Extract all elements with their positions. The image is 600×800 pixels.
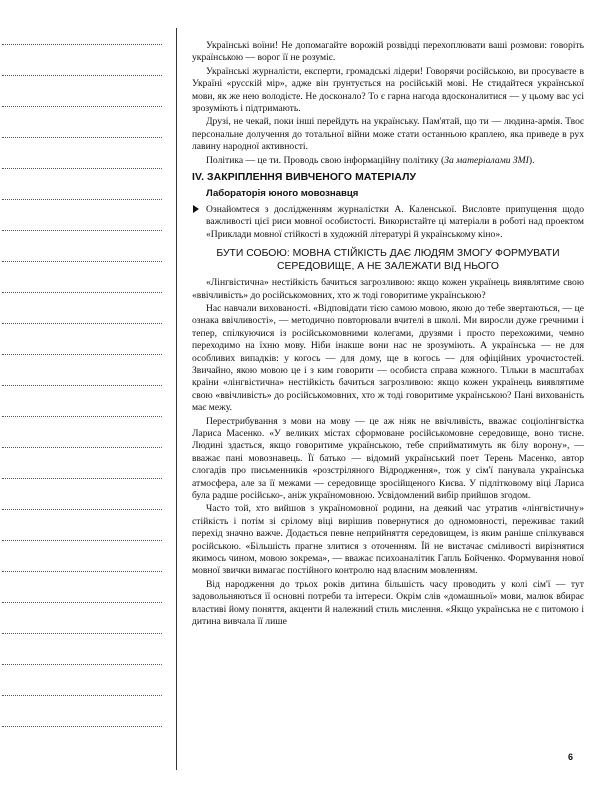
note-line <box>2 540 162 541</box>
article-paragraph: Часто той, хто вийшов з україномовної родини, на деякий час утратив «лінгвістичну» стійкість і потім зі срілому віці вирішив повернутися до одномовності, переживає такий перехід значно важче. Додається певне неприйняття середовищем, із яким раніше спілкувався російською. «Більшість прагне злитися з оточенням. Їй не вистачає сміливості вирізнятися якимось чином, мовою зокрема», — вважає психоаналітик Гапль Бойченко. Формування нової мовної звички вимагає постійного контролю над власним мовленням. <box>192 503 584 577</box>
article-paragraph: Перестрибування з мови на мову — це аж ніяк не ввічливість, вважає соціолінгвістка Лариса Масенко. «У великих містах сформоване російськомовне середовище, воно тисне. Людині здається, якщо говоритиме українською, тебе сприйматимуть як білу ворону», — вважає пані мовознавець. Її батько — відомий український поет Терень Масенко, автор слогадів про письменників «розстріляного Відродження», тож у сім'ї панувала українська атмосфера, але за її межами — середовище зросійщеного Києва. У підлітковому віці Лариса була радше російсько-, аніж україномовною. Усвідомлений вибір прийшов згодом. <box>192 415 584 501</box>
article-title-line: БУТИ СОБОЮ: МОВНА СТІЙКІСТЬ ДАЄ ЛЮДЯМ ЗМОГУ ФОРМУВАТИ <box>216 248 560 260</box>
note-line <box>2 323 162 324</box>
task-item <box>192 204 584 241</box>
source-citation: За матеріалами ЗМІ <box>444 154 529 166</box>
page-content <box>192 40 584 629</box>
article-paragraph: Нас навчали вихованості. «Відповідати тією самою мовою, якою до тебе звертаються, — це ознака ввічливості», — методично повторювали вчителі в школі. Ми виросли дуже гречними і тепер, спілкуючися із російськомовними колегами, друзями і просто перехожими, чемно переходимо на їхню мову. Ніби інакше вони нас не зрозуміють. А українська — не для особливих випадків: у когось — для дому, ще в когось — для офіційних урочистостей. Звичайно, якою мовою це і з ким говорити — особиста справа кожного. Тільки в масштабах країни «лінгвістична» нестійкість бачиться загрозливою: якщо кожен українець виявлятиме свою «ввічливість» до російськомовних, хто ж тоді говоритиме українською? Пані вихованість має межу. <box>192 302 584 414</box>
notes-margin <box>0 0 165 800</box>
page-number: 6 <box>568 752 574 762</box>
note-line <box>2 199 162 200</box>
intro-paragraph: Українські журналісти, експерти, громадські лідери! Говорячи російською, ви просуваєте в Україні «русскій мір», адже він ґрунтується на російській мові. Не стидайтеся української мови, як же нею володієте. Не досконало? То є гарна нагода вдосконалитися — у цьому вас усі зрозуміють і підтримають. <box>192 65 584 115</box>
note-line <box>2 385 162 386</box>
article-paragraph: «Лінгвістична» нестійкість бачиться загрозливою: якщо кожен українець виявлятиме свою «ввічливість» до російськомовних, хто ж тоді говоритиме українською? <box>192 277 584 301</box>
note-line <box>2 695 162 696</box>
politics-close: ). <box>528 154 535 166</box>
note-line <box>2 106 162 107</box>
note-line <box>2 478 162 479</box>
note-line <box>2 292 162 293</box>
note-line <box>2 354 162 355</box>
note-line <box>2 137 162 138</box>
note-line <box>2 230 162 231</box>
note-line <box>2 726 162 727</box>
note-line <box>2 633 162 634</box>
lab-title: Лабораторія юного мовознавця <box>206 188 359 200</box>
task-arrow-icon <box>193 205 199 213</box>
article-title <box>192 247 584 273</box>
note-line <box>2 75 162 76</box>
note-line <box>2 571 162 572</box>
note-line <box>2 261 162 262</box>
note-line <box>2 44 162 45</box>
task-text: Ознайомтеся з дослідженням журналістки А. Каленської. Висловте припущення щодо важливості цієї риси мовної особистості. Використайте ці матеріали в роботі над проектом «Приклади мовної стійкості в художній літературі й українському кіно». <box>206 203 584 240</box>
note-line <box>2 416 162 417</box>
note-line <box>2 602 162 603</box>
article-title-line: СЕРЕДОВИЩЕ, А НЕ ЗАЛЕЖАТИ ВІД НЬОГО <box>276 261 500 273</box>
note-line <box>2 168 162 169</box>
section-heading: IV. ЗАКРІПЛЕННЯ ВИВЧЕНОГО МАТЕРІАЛУ <box>192 172 417 184</box>
note-line <box>2 447 162 448</box>
note-line <box>2 509 162 510</box>
politics-line <box>192 155 584 167</box>
intro-paragraph: Українські воїни! Не допомагайте ворожій розвідці перехоплювати ваші розмови: говоріть українською — ворог її не розуміє. <box>192 40 584 64</box>
politics-text: Політика — це ти. Проводь свою інформаційну політику ( <box>206 154 445 166</box>
intro-paragraph: Друзі, не чекай, поки інші перейдуть на українську. Пам'ятай, що ти — людина-армія. Твоє персональне долучення до тотальної війни може стати останньою краплею, яка приведе в рух лавину народної активності. <box>192 116 584 153</box>
margin-divider <box>176 28 177 770</box>
article-paragraph: Від народження до трьох років дитина більшість часу проводить у колі сім'ї — тут задовольняються її основні потреби та інтереси. Окрім слів «домашньої» мови, малюк вбирає властиві йому поняття, акценти й належний стиль мислення. «Якщо українська не є питомою і дитина вивчала її лише <box>192 578 584 628</box>
note-line <box>2 664 162 665</box>
